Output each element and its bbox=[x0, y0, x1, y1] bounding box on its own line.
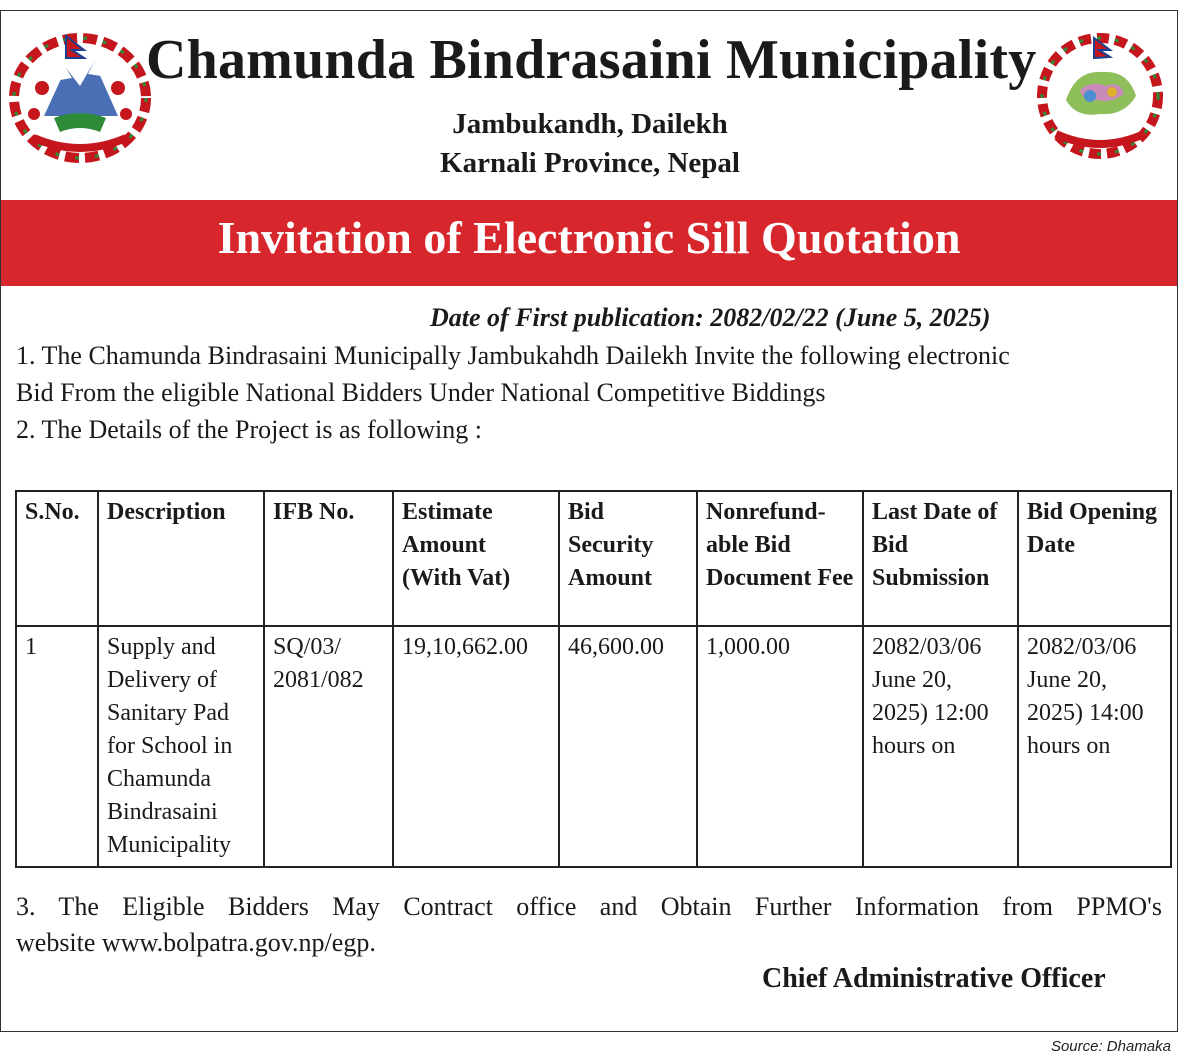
cell-opening-date: 2082/03/06 June 20, 2025) 14:00 hours on bbox=[1018, 626, 1171, 867]
header-last-date: Last Date of Bid Submission bbox=[863, 491, 1018, 626]
cell-ifb-no: SQ/03/ 2081/082 bbox=[264, 626, 393, 867]
organization-name: Chamunda Bindrasaini Municipality bbox=[146, 29, 1037, 91]
cell-last-date: 2082/03/06 June 20, 2025) 12:00 hours on bbox=[863, 626, 1018, 867]
signatory-title: Chief Administrative Officer bbox=[762, 963, 1106, 994]
cell-estimate-amount: 19,10,662.00 bbox=[393, 626, 559, 867]
cell-sno: 1 bbox=[16, 626, 98, 867]
header-bid-security: Bid Security Amount bbox=[559, 491, 697, 626]
paragraph-1-line-2: Bid From the eligible National Bidders Under National Competitive Biddings bbox=[16, 378, 826, 407]
header-estimate-amount: Estimate Amount (With Vat) bbox=[393, 491, 559, 626]
paragraph-1-line-1: 1. The Chamunda Bindrasaini Municipally Jambukahdh Dailekh Invite the following electronic bbox=[16, 341, 1010, 370]
municipality-logo-icon bbox=[1032, 30, 1168, 160]
cell-document-fee: 1,000.00 bbox=[697, 626, 863, 867]
publication-date: Date of First publication: 2082/02/22 (June 5, 2025) bbox=[430, 303, 991, 332]
address-line-2: Karnali Province, Nepal bbox=[440, 147, 740, 179]
table-header-row bbox=[16, 491, 1171, 626]
cell-description: Supply and Delivery of Sanitary Pad for School in Chamunda Bindrasaini Municipality bbox=[98, 626, 264, 867]
paragraph-3-line-1: 3. The Eligible Bidders May Contract office and Obtain Further Information from PPMO's bbox=[16, 892, 1162, 921]
header-sno: S.No. bbox=[16, 491, 98, 626]
table-row bbox=[16, 626, 1171, 867]
paragraph-3-line-2: website www.bolpatra.gov.np/egp. bbox=[16, 928, 376, 957]
nepal-emblem-icon bbox=[4, 28, 156, 164]
bid-details-table bbox=[15, 490, 1172, 868]
notice-title-banner: Invitation of Electronic Sill Quotation bbox=[1, 200, 1177, 286]
header-document-fee: Nonrefund-able Bid Document Fee bbox=[697, 491, 863, 626]
header-opening-date: Bid Opening Date bbox=[1018, 491, 1171, 626]
header-ifb-no: IFB No. bbox=[264, 491, 393, 626]
paragraph-2: 2. The Details of the Project is as following : bbox=[16, 415, 482, 444]
source-credit: Source: Dhamaka bbox=[1050, 1038, 1171, 1055]
cell-bid-security: 46,600.00 bbox=[559, 626, 697, 867]
address-line-1: Jambukandh, Dailekh bbox=[452, 108, 728, 140]
header-description: Description bbox=[98, 491, 264, 626]
